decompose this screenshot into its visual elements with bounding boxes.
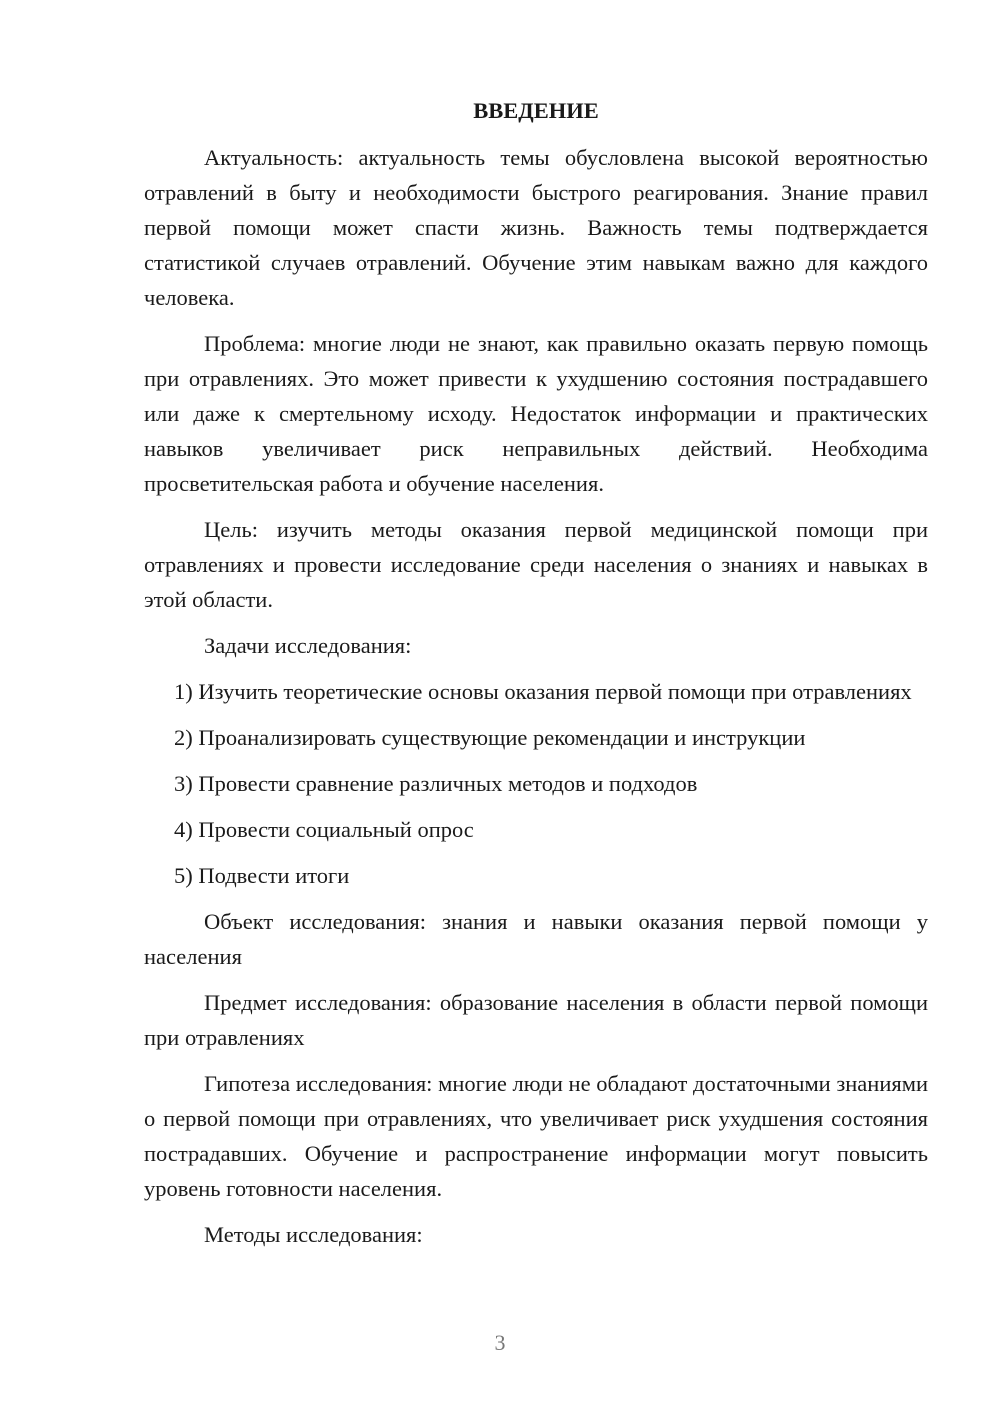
paragraph-tasks-heading: Задачи исследования: bbox=[204, 633, 412, 658]
paragraph-object: Объект исследования: знания и навыки оказания первой помощи у населения bbox=[144, 909, 928, 969]
paragraph-goal: Цель: изучить методы оказания первой медицинской помощи при отравлениях и провести исследование среди населения о знаниях и навыках в этой области. bbox=[144, 517, 928, 612]
page-number: 3 bbox=[494, 1330, 506, 1355]
task-item-2: 2) Проанализировать существующие рекомендации и инструкции bbox=[174, 725, 806, 750]
document-page bbox=[144, 92, 928, 1263]
task-item-4: 4) Провести социальный опрос bbox=[174, 817, 474, 842]
task-item-5: 5) Подвести итоги bbox=[174, 863, 350, 888]
paragraph-methods: Методы исследования: bbox=[204, 1222, 423, 1247]
section-title: ВВЕДЕНИЕ bbox=[473, 98, 599, 123]
paragraph-problem: Проблема: многие люди не знают, как правильно оказать первую помощь при отравлениях. Это может привести к ухудшению состояния пострадавшего или даже к смертельному исходу. Недостаток информации и практических навыков увеличивает риск неправильных действий. Необходима просветительская работа и обучение населения. bbox=[144, 331, 928, 496]
task-item-1: 1) Изучить теоретические основы оказания первой помощи при отравлениях bbox=[174, 679, 912, 704]
paragraph-hypothesis: Гипотеза исследования: многие люди не обладают достаточными знаниями о первой помощи при отравлениях, что увеличивает риск ухудшения состояния пострадавших. Обучение и распространение информации могут повысить уровень готовности населения. bbox=[144, 1071, 928, 1201]
task-item-3: 3) Провести сравнение различных методов и подходов bbox=[174, 771, 698, 796]
paragraph-subject: Предмет исследования: образование населения в области первой помощи при отравлениях bbox=[144, 990, 928, 1050]
paragraph-relevance: Актуальность: актуальность темы обусловлена высокой вероятностью отравлений в быту и необходимости быстрого реагирования. Знание правил первой помощи может спасти жизнь. Важность темы подтверждается статистикой случаев отравлений. Обучение этим навыкам важно для каждого человека. bbox=[144, 145, 928, 310]
